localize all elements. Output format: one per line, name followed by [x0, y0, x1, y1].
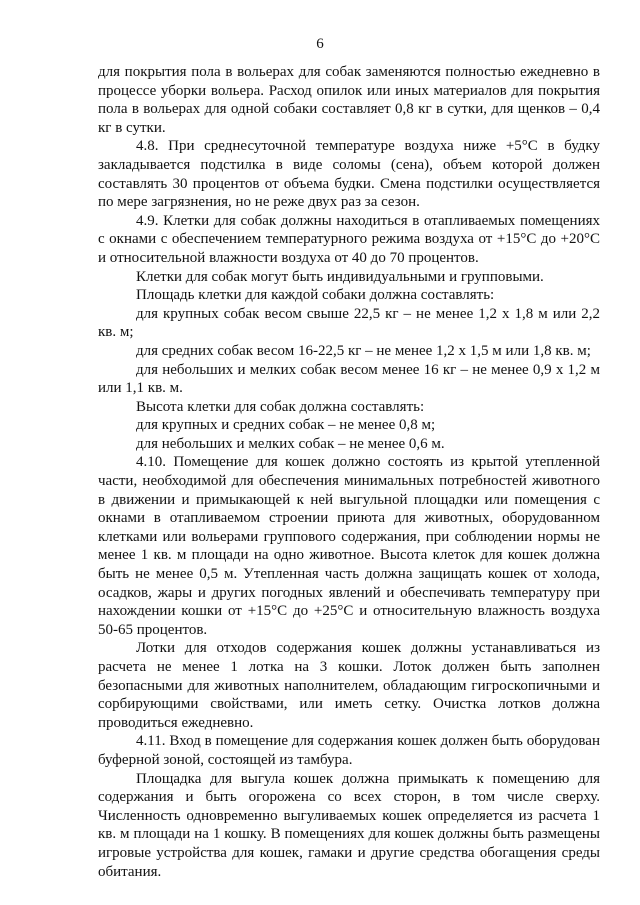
paragraph-large-medium-height: для крупных и средних собак – не менее 0,8 м;: [136, 417, 436, 434]
page-number: 6: [316, 36, 324, 52]
paragraph-4-9: 4.9. Клетки для собак должны находиться в отапливаемых помещениях с окнами с обеспечением температурного режима воздуха от +15°С до +20°С и относительной влажности воздуха от 40 до 70 процентов.: [98, 212, 600, 266]
paragraph-small-dogs-area: для небольших и мелких собак весом менее 16 кг – не менее 0,9 х 1,2 м или 1,1 кв. м.: [98, 361, 600, 397]
paragraph-cage-types: Клетки для собак могут быть индивидуальными и групповыми.: [136, 268, 544, 285]
paragraph-4-10: 4.10. Помещение для кошек должно состоять из крытой утепленной части, необходимой для обеспечения минимальных потребностей животного в движении и примыкающей к ней выгульной площадки или помещения с окнами в отапливаемом строении приюта для животных, оборудованном клетками или вольерами группового содержания, при соблюдении нормы не менее 1 кв. м площади на одно животное. Высота клеток для кошек должна быть не менее 0,5 м. Утепленная часть должна защищать кошек от холода, осадков, жары и других погодных явлений и обеспечивать температуру при нахождении кошки от +15°С до +25°С и относительную влажность воздуха 50-65 процентов.: [98, 454, 600, 638]
paragraph-4-11: 4.11. Вход в помещение для содержания кошек должен быть оборудован буферной зоной, состоящей из тамбура.: [98, 733, 600, 768]
paragraph-cage-area-intro: Площадь клетки для каждой собаки должна составлять:: [136, 287, 495, 304]
paragraph-4-8: 4.8. При среднесуточной температуре воздуха ниже +5°С в будку закладывается подстилка в виде соломы (сена), объем которой должен составлять 30 процентов от объема будки. Смена подстилки осуществляется по мере загрязнения, но не реже двух раз за сезон.: [98, 138, 600, 211]
paragraph-litter-trays: Лотки для отходов содержания кошек должны устанавливаться из расчета не менее 1 лотка на 3 кошки. Лоток должен быть заполнен безопасными для животных наполнителем, обладающим гигроскопичными и сорбирующими свойствами, или иметь сетку. Очистка лотков должна проводиться ежедневно.: [98, 640, 600, 731]
paragraph-large-dogs-area: для крупных собак весом свыше 22,5 кг – не менее 1,2 х 1,8 м или 2,2 кв. м;: [98, 305, 600, 341]
paragraph-continuation: для покрытия пола в вольерах для собак заменяются полностью ежедневно в процессе уборки вольера. Расход опилок или иных материалов для покрытия пола в вольерах для одной собаки составляет 0,8 кг в сутки, для щенков – 0,4 кг в сутки.: [98, 64, 600, 136]
paragraph-medium-dogs-area: для средних собак весом 16-22,5 кг – не менее 1,2 х 1,5 м или 1,8 кв. м;: [136, 342, 591, 359]
paragraph-cage-height-intro: Высота клетки для собак должна составлять:: [136, 398, 425, 415]
paragraph-small-height: для небольших и мелких собак – не менее 0,6 м.: [136, 435, 445, 452]
paragraph-cat-walk-area: Площадка для выгула кошек должна примыкать к помещению для содержания и быть огорожена со всех сторон, в том числе сверху. Численность одновременно выгуливаемых кошек определяется из расчета 1 кв. м площади на 1 кошку. В помещениях для кошек должны быть размещены игровые устройства для кошек, гамаки и другие средства обогащения среды обитания.: [98, 770, 600, 880]
document-body: [98, 63, 600, 881]
